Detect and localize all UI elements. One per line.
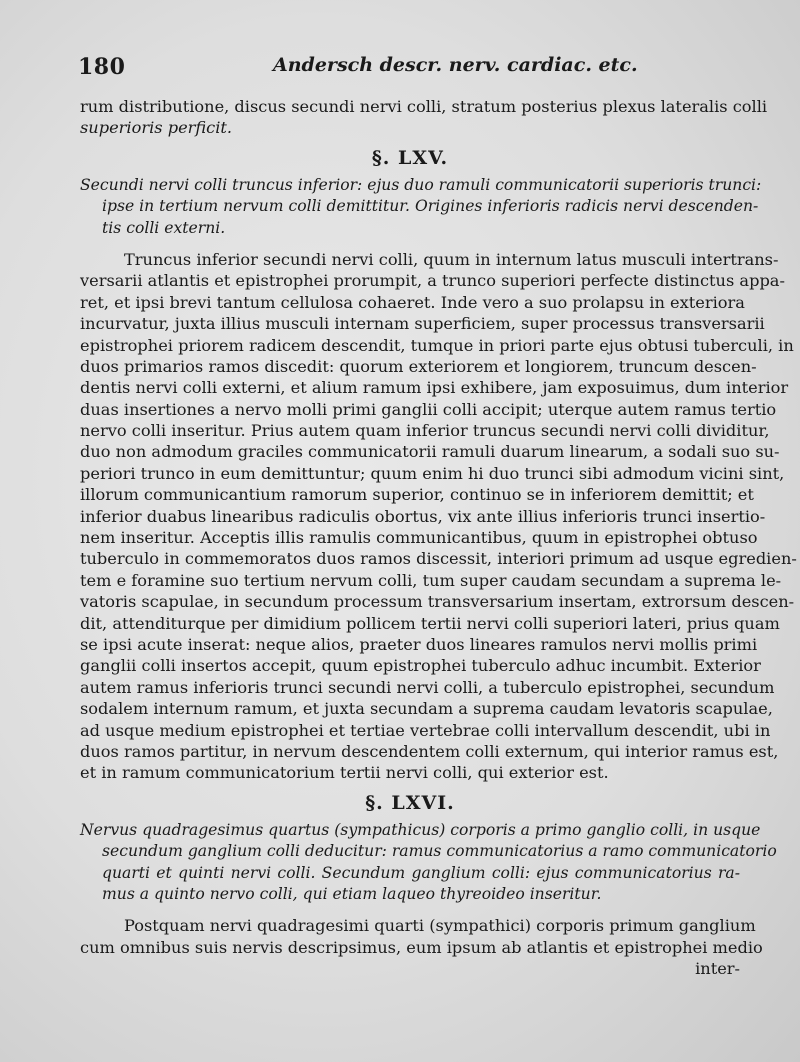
paragraph-line: vatoris scapulae, in secundum processum transversarium insertam, extrorsum descen-	[80, 592, 795, 612]
paragraph-line: dit, attenditurque per dimidium pollicem tertii nervi colli superiori lateri, prius quam	[80, 613, 780, 633]
paragraph-line: versarii atlantis et epistrophei prorumpit, a trunco superiori perfecte distinctus appa-	[80, 271, 785, 291]
paragraph-line: nem inseritur. Acceptis illis ramulis communicantibus, quum in epistrophei obtuso	[80, 528, 758, 548]
paragraph-line: et in ramum communicatorium tertii nervi colli, qui exterior est.	[80, 763, 609, 783]
paragraph-line: ad usque medium epistrophei et tertiae vertebrae colli intervallum descendit, ubi in	[80, 720, 771, 740]
paragraph-line: duo non admodum graciles communicatorii ramuli duarum linearum, a sodali suo su-	[80, 442, 780, 462]
paragraph-line: autem ramus inferioris trunci secundi nervi colli, a tuberculo epistrophei, secundum	[80, 677, 775, 697]
paragraph-line: incurvatur, juxta illius musculi internam superficiem, super processus transversarii	[80, 314, 765, 334]
paragraph-line: nervo colli inseritur. Prius autem quam inferior truncus secundi nervi colli dividitur,	[80, 421, 770, 441]
paragraph-line: Truncus inferior secundi nervi colli, quum in internum latus musculi intertrans-	[124, 249, 779, 269]
text-line: rum distributione, discus secundi nervi colli, stratum posterius plexus lateralis colli	[80, 97, 768, 116]
text-line: superioris perficit.	[80, 118, 233, 138]
running-head: Andersch descr. nerv. cardiac. etc.	[273, 54, 638, 76]
catchword: inter-	[695, 959, 740, 979]
paragraph-line: se ipsi acute inserat: neque alios, praeter duos lineares ramulos nervi mollis primi	[80, 634, 758, 654]
paragraph-line: dentis nervi colli externi, et alium ramum ipsi exhibere, jam exposuimus, dum interior	[80, 378, 789, 398]
paragraph-line: ganglii colli insertos accepit, quum epistrophei tuberculo adhuc incumbit. Exterior	[80, 656, 761, 676]
paragraph-line: periori trunco in eum demittuntur; quum enim hi duo trunci sibi admodum vicini sint,	[80, 463, 785, 483]
summary-line: Nervus quadragesimus quartus (sympathicus) corporis a primo ganglio colli, in usque	[80, 820, 761, 839]
summary-line: secundum ganglium colli deducitur: ramus communicatorius a ramo communicatorio	[102, 842, 777, 861]
summary-line: mus a quinto nervo colli, qui etiam laqueo thyreoideo inseritur.	[102, 884, 602, 903]
section-summary-65	[80, 175, 762, 239]
paragraph-line: cum omnibus suis nervis descripsimus, eum ipsum ab atlantis et epistrophei medio	[80, 937, 763, 957]
section-summary-66	[80, 820, 777, 906]
intro-text	[80, 96, 768, 139]
summary-line: quarti et quinti nervi colli. Secundum ganglium colli: ejus communicatorius ra-	[102, 863, 740, 882]
paragraph-line: tem e foramine suo tertium nervum colli, tum super caudam secundam a suprema le-	[80, 570, 782, 590]
section-paragraph-65	[80, 249, 797, 784]
page-number: 180	[78, 54, 126, 80]
paragraph-line: Postquam nervi quadragesimi quarti (sympathici) corporis primum ganglium	[124, 916, 756, 936]
paragraph-line: tuberculo in commemoratos duos ramos discessit, interiori primum ad usque egredien-	[80, 549, 797, 569]
paragraph-line: inferior duabus linearibus radiculis obortus, vix ante illius inferioris trunci insertio-	[80, 506, 766, 526]
section-heading-66: §. LXVI.	[365, 791, 455, 814]
page-header	[78, 52, 738, 82]
section-heading-65: §. LXV.	[371, 146, 449, 169]
section-paragraph-66	[80, 915, 763, 979]
paragraph-line: ret, et ipsi brevi tantum cellulosa cohaeret. Inde vero a suo prolapsu in exteriora	[80, 292, 745, 312]
page-body	[80, 96, 797, 979]
paragraph-line: epistrophei priorem radicem descendit, tumque in priori parte ejus obtusi tuberculi, in	[80, 335, 794, 355]
paragraph-line: sodalem internum ramum, et juxta secundam a suprema caudam levatoris scapulae,	[80, 699, 773, 719]
paragraph-line: illorum communicantium ramorum superior, continuo se in inferiorem demittit; et	[80, 485, 754, 505]
summary-line: tis colli externi.	[102, 218, 226, 237]
paragraph-line: duos ramos partitur, in nervum descendentem colli externum, qui interior ramus est,	[80, 741, 779, 761]
paragraph-line: duos primarios ramos discedit: quorum exteriorem et longiorem, truncum descen-	[80, 356, 757, 376]
paragraph-line: duas insertiones a nervo molli primi ganglii colli accipit; uterque autem ramus tertio	[80, 399, 777, 419]
summary-line: ipse in tertium nervum colli demittitur. Origines inferioris radicis nervi descenden-	[102, 197, 759, 216]
summary-line: Secundi nervi colli truncus inferior: ejus duo ramuli communicatorii superioris trunci:	[80, 175, 762, 194]
